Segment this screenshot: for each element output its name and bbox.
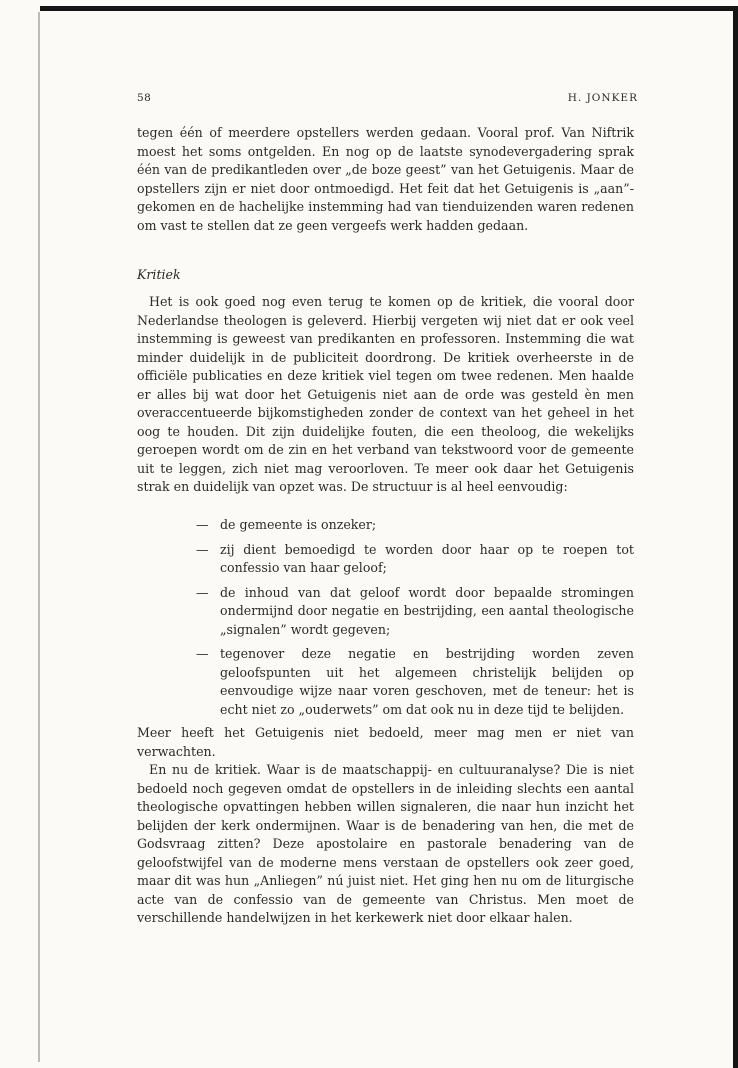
closing-paragraph-1: Meer heeft het Getuigenis niet bedoeld, meer mag men er niet van verwachten.: [137, 725, 634, 759]
structure-list: [196, 516, 634, 725]
list-item: [196, 645, 634, 719]
section-heading: Kritiek: [137, 267, 181, 282]
dash-bullet: —: [196, 584, 209, 600]
list-item-text: de gemeente is onzeker;: [220, 517, 377, 532]
dash-bullet: —: [196, 541, 209, 557]
dash-bullet: —: [196, 517, 209, 532]
scan-border-right: [733, 6, 738, 1068]
dash-bullet: —: [196, 646, 209, 661]
list-item: [196, 584, 634, 640]
running-head: [137, 92, 638, 108]
list-item-text: tegenover deze negatie en bestrijding worden zeven geloofspunten uit het algemeen christelijk belijden op eenvoudige wijze naar voren geschoven, met de teneur: het is echt niet zo „ouderwets” om dat ook nu in deze tijd te belijden.: [220, 646, 634, 717]
kritiek-paragraph: Het is ook goed nog even terug te komen op de kritiek, die vooral door Nederlandse theologen is geleverd. Hierbij vergeten wij niet dat er ook veel instemming is geweest van predikanten en professoren. Instemming die wat minder duidelijk in de publiciteit doordrong. De kritiek overheerste in de officiële publicaties en deze kritiek viel tegen om twee redenen. Men haalde er alles bij wat door het Getuigenis niet aan de orde was gesteld èn men overaccentueerde bijkomstigheden zonder de context van het geheel in het oog te houden. Dit zijn duidelijke fouten, die een theoloog, die wekelijks geroepen wordt om de zin en het verband van tekstwoord voor de gemeente uit te leggen, zich niet mag veroorloven. Te meer ook daar het Getuigenis strak en duidelijk van opzet was. De structuur is al heel eenvoudig:: [137, 294, 634, 494]
list-item: [196, 541, 634, 578]
closing-paragraph-2: En nu de kritiek. Waar is de maatschappij- en cultuuranalyse? Die is niet bedoeld noch gegeven omdat de opstellers in de inleiding slechts een aantal theologische opvattingen hebben willen signaleren, die naar hun inzicht het belijden der kerk ondermijnen. Waar is de benadering van hen, die met de Godsvraag zitten? Deze apostolaire en pastorale benadering van de geloofstwijfel van de moderne mens verstaan de opstellers ook zeer goed, maar dit was hun „Anliegen” nú juist niet. Het ging hen nu om de liturgische acte van de confessio van de gemeente van Christus. Men moet de verschillende handelwijzen in het kerkewerk niet door elkaar halen.: [137, 762, 634, 925]
scan-border-left: [38, 12, 40, 1062]
running-head-author: H. JONKER: [567, 92, 638, 104]
kritiek-paragraph-block: [137, 293, 634, 497]
intro-paragraph-block: [137, 124, 634, 235]
list-item-text: zij dient bemoedigd te worden door haar op te roepen tot confessio van haar geloof;: [220, 541, 634, 575]
list-item: [196, 516, 634, 535]
intro-paragraph: tegen één of meerdere opstellers werden gedaan. Vooral prof. Van Niftrik moest het soms ontgelden. En nog op de laatste synodevergadering sprak één van de predikantleden over „de boze geest” van het Getuigenis. Maar de opstellers zijn er niet door ontmoedigd. Het feit dat het Getuigenis is „aan”-gekomen en de hachelijke instemming had van tienduizenden waren redenen om vast te stellen dat ze geen vergeefs werk hadden gedaan.: [137, 125, 634, 233]
closing-paragraphs: [137, 724, 634, 928]
list-item-text: de inhoud van dat geloof wordt door bepaalde stromingen ondermijnd door negatie en bestrijding, een aantal theologische „signalen” wordt gegeven;: [220, 584, 634, 637]
page-number: 58: [137, 92, 152, 104]
scan-border-top: [40, 6, 738, 11]
